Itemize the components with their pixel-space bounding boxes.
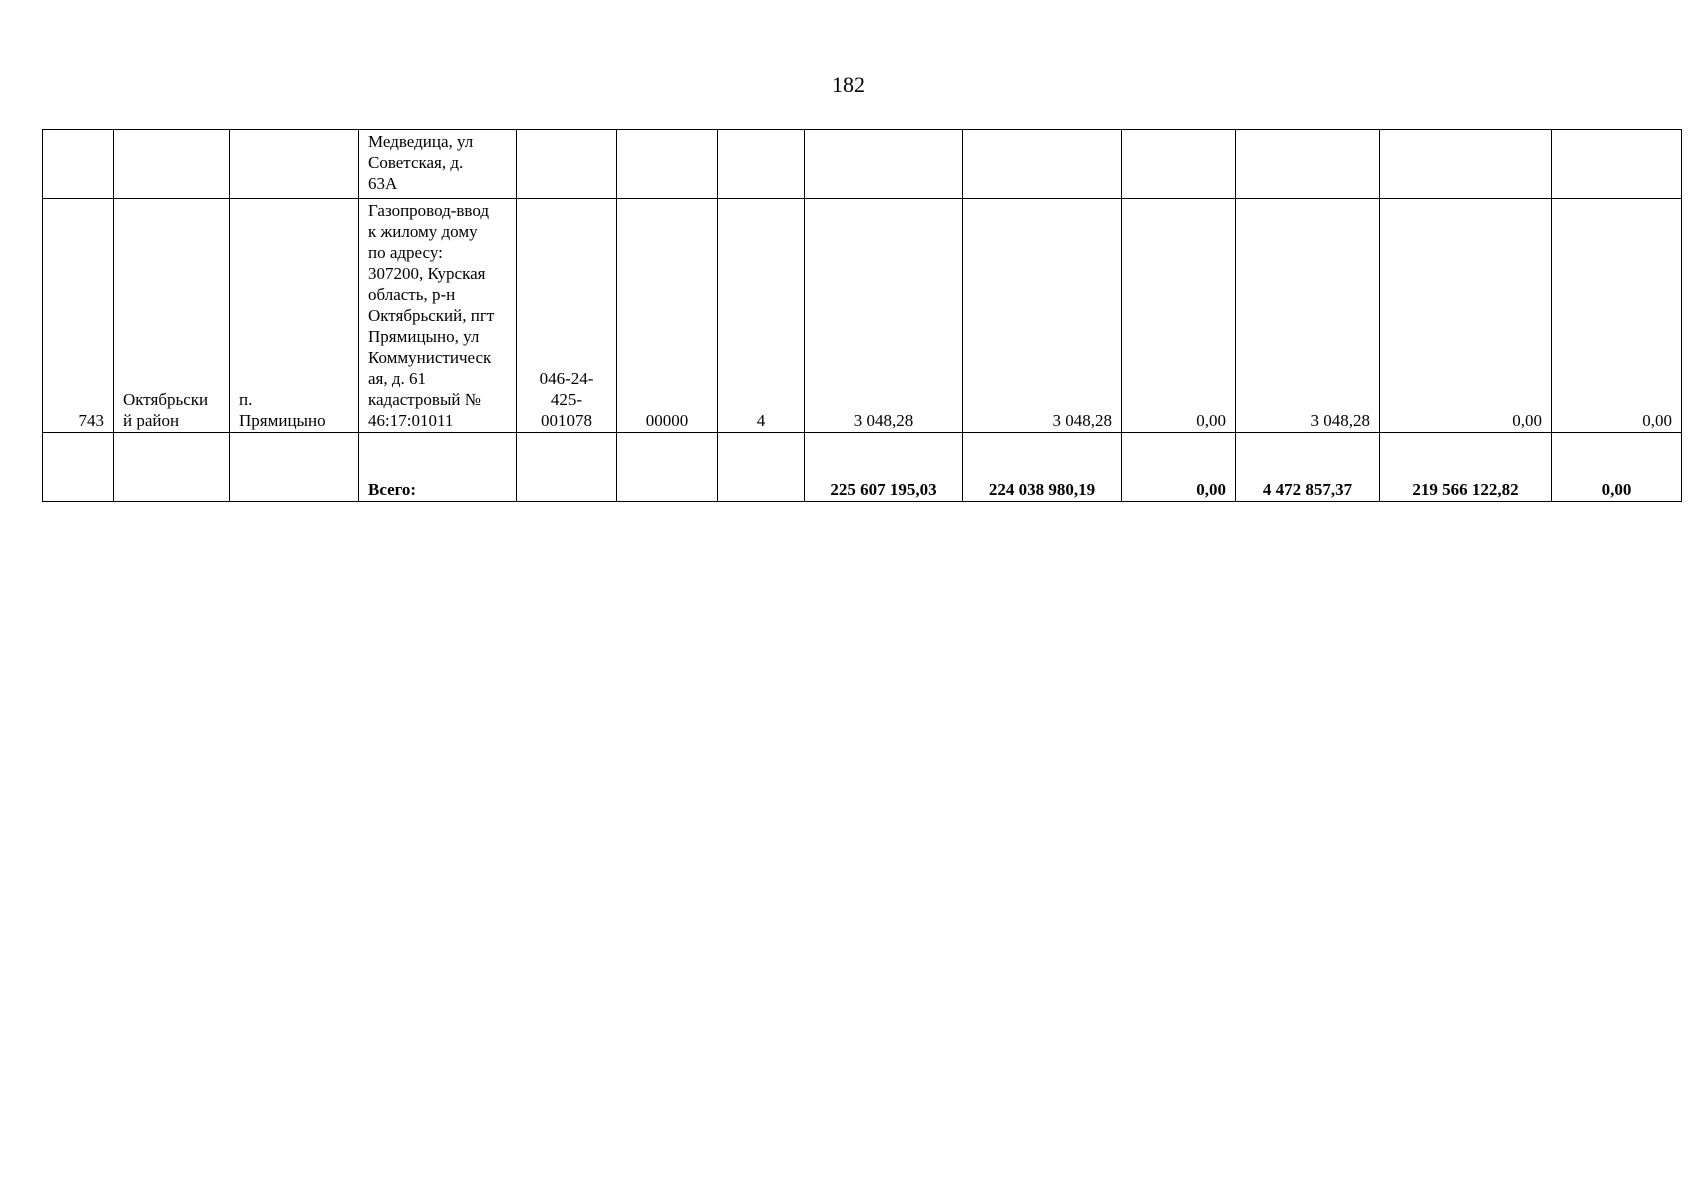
total-empty-cell <box>43 433 114 502</box>
value-cell-4 <box>1236 130 1380 199</box>
value-cell-5 <box>1380 130 1552 199</box>
total-value-1: 225 607 195,03 <box>805 433 963 502</box>
total-row <box>43 433 1682 502</box>
col6-cell: 00000 <box>617 199 718 433</box>
locality-cell <box>230 199 359 433</box>
address-cell <box>359 199 517 433</box>
value-cell-6: 0,00 <box>1552 199 1682 433</box>
value-cell-3 <box>1122 130 1236 199</box>
page-number: 182 <box>832 72 865 97</box>
total-empty-cell <box>517 433 617 502</box>
value-cell-2 <box>963 130 1122 199</box>
total-value-6: 0,00 <box>1552 433 1682 502</box>
district-text: Октябрьски й район <box>123 390 209 430</box>
total-value-4: 4 472 857,37 <box>1236 433 1380 502</box>
address-text: Газопровод-ввод к жилому дому по адресу: 307200, Курская область, р-н Октябрьский, пгт Прямицыно, ул Коммунистическ ая, д. 61 кадастровый № 46:17:01011 <box>368 201 495 430</box>
district-cell <box>114 199 230 433</box>
total-empty-cell <box>617 433 718 502</box>
total-empty-cell <box>230 433 359 502</box>
total-label: Всего: <box>359 433 517 502</box>
value-cell-6 <box>1552 130 1682 199</box>
locality-cell <box>230 130 359 199</box>
address-cell <box>359 130 517 199</box>
value-cell-1 <box>805 130 963 199</box>
value-cell-1: 3 048,28 <box>805 199 963 433</box>
district-cell <box>114 130 230 199</box>
address-text: Медведица, ул Советская, д. 63А <box>368 132 474 193</box>
data-table <box>42 129 1682 502</box>
col7-cell <box>718 130 805 199</box>
table-row <box>43 199 1682 433</box>
value-cell-2: 3 048,28 <box>963 199 1122 433</box>
value-cell-4: 3 048,28 <box>1236 199 1380 433</box>
code-cell <box>517 130 617 199</box>
row-number <box>43 130 114 199</box>
value-cell-3: 0,00 <box>1122 199 1236 433</box>
code-cell <box>517 199 617 433</box>
total-value-3: 0,00 <box>1122 433 1236 502</box>
locality-text: п. Прямицыно <box>239 390 326 430</box>
value-cell-5: 0,00 <box>1380 199 1552 433</box>
total-empty-cell <box>718 433 805 502</box>
code-text: 046-24- 425- 001078 <box>539 369 594 430</box>
row-number: 743 <box>43 199 114 433</box>
total-value-2: 224 038 980,19 <box>963 433 1122 502</box>
total-value-5: 219 566 122,82 <box>1380 433 1552 502</box>
table-row <box>43 130 1682 199</box>
total-empty-cell <box>114 433 230 502</box>
col7-cell: 4 <box>718 199 805 433</box>
col6-cell <box>617 130 718 199</box>
